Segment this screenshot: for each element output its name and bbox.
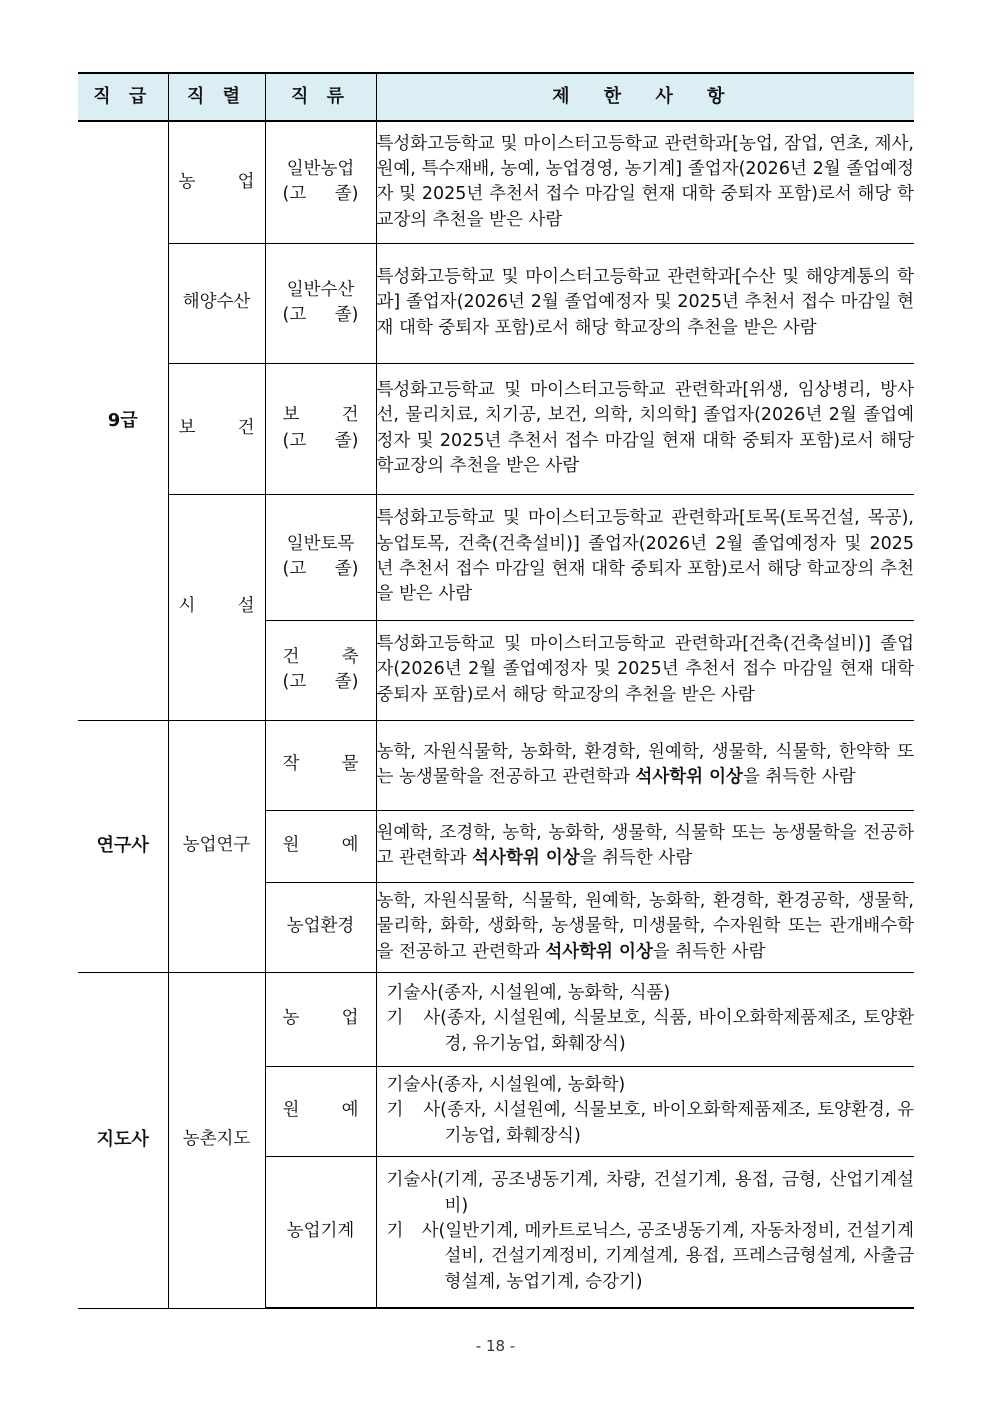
table-row xyxy=(78,363,914,494)
kind-cell: 원 예 xyxy=(265,1066,376,1156)
kind-cell: 작 물 xyxy=(265,720,376,810)
series-cell: 농촌지도 xyxy=(168,972,265,1308)
limit-cell: 농학, 자원식물학, 농화학, 환경학, 원예학, 생물학, 식물학, 한약학 또는 농생물학을 전공하고 관련학과 석사학위 이상을 취득한 사람 xyxy=(376,720,914,810)
series-cell: 농 업 xyxy=(168,121,265,243)
header-grade: 직 급 xyxy=(78,73,168,121)
table-row xyxy=(78,243,914,363)
page-number: - 18 - xyxy=(475,1337,516,1355)
limit-cell: 특성화고등학교 및 마이스터고등학교 관련학과[수산 및 해양계통의 학과] 졸업자(2026년 2월 졸업예정자 및 2025년 추천서 접수 마감일 현재 대학 중퇴자 포함)로서 해당 학교장의 추천을 받은 사람 xyxy=(376,243,914,363)
grade-researcher: 연구사 xyxy=(78,720,168,972)
limit-cell: 특성화고등학교 및 마이스터고등학교 관련학과[위생, 임상병리, 방사선, 물리치료, 치기공, 보건, 의학, 치의학] 졸업자(2026년 2월 졸업예정자 및 2025년 추천서 접수 마감일 현재 대학 중퇴자 포함)로서 해당 학교장의 추천을 받은 사람 xyxy=(376,363,914,494)
kind-cell: 일반토목 (고 졸) xyxy=(265,494,376,620)
header-kind: 직 류 xyxy=(265,73,376,121)
kind-cell: 일반수산 (고 졸) xyxy=(265,243,376,363)
series-cell: 농업연구 xyxy=(168,720,265,972)
kind-cell: 건 축 (고 졸) xyxy=(265,620,376,720)
table-row xyxy=(78,121,914,243)
limit-cell: 기술사(종자, 시설원예, 농화학) 기 사(종자, 시설원예, 식물보호, 바이오화학제품제조, 토양환경, 유기농업, 화훼장식) xyxy=(376,1066,914,1156)
header-row xyxy=(78,73,914,121)
header-limit: 제 한 사 항 xyxy=(376,73,914,121)
grade-9: 9급 xyxy=(78,121,168,720)
limit-cell: 원예학, 조경학, 농학, 농화학, 생물학, 식물학 또는 농생물학을 전공하고 관련학과 석사학위 이상을 취득한 사람 xyxy=(376,810,914,882)
kind-cell: 농업기계 xyxy=(265,1156,376,1308)
kind-cell: 보 건 (고 졸) xyxy=(265,363,376,494)
limit-cell: 기술사(종자, 시설원예, 농화학, 식품) 기 사(종자, 시설원예, 식물보호, 식품, 바이오화학제품제조, 토양환경, 유기농업, 화훼장식) xyxy=(376,972,914,1066)
limit-cell: 특성화고등학교 및 마이스터고등학교 관련학과[건축(건축설비)] 졸업자(2026년 2월 졸업예정자 및 2025년 추천서 접수 마감일 현재 대학 중퇴자 포함)로서 해당 학교장의 추천을 받은 사람 xyxy=(376,620,914,720)
series-cell: 시 설 xyxy=(168,494,265,720)
table-row xyxy=(78,494,914,620)
limit-cell: 특성화고등학교 및 마이스터고등학교 관련학과[농업, 잠업, 연초, 제사, 원예, 특수재배, 농예, 농업경영, 농기계] 졸업자(2026년 2월 졸업예정자 및 2025년 추천서 접수 마감일 현재 대학 중퇴자 포함)로서 해당 학교장의 추천을 받은 사람 xyxy=(376,121,914,243)
limit-cell: 농학, 자원식물학, 식물학, 원예학, 농화학, 환경학, 환경공학, 생물학, 물리학, 화학, 생화학, 농생물학, 미생물학, 수자원학 또는 관개배수학을 전공하고 관련학과 석사학위 이상을 취득한 사람 xyxy=(376,882,914,972)
kind-cell: 일반농업 (고 졸) xyxy=(265,121,376,243)
header-series: 직 렬 xyxy=(168,73,265,121)
table-row xyxy=(78,720,914,810)
grade-guide: 지도사 xyxy=(78,972,168,1308)
kind-cell: 농 업 xyxy=(265,972,376,1066)
series-cell: 보 건 xyxy=(168,363,265,494)
kind-cell: 원 예 xyxy=(265,810,376,882)
table-row xyxy=(78,972,914,1066)
kind-cell: 농업환경 xyxy=(265,882,376,972)
qualification-table xyxy=(78,72,914,1309)
series-cell: 해양수산 xyxy=(168,243,265,363)
limit-cell: 특성화고등학교 및 마이스터고등학교 관련학과[토목(토목건설, 목공), 농업토목, 건축(건축설비)] 졸업자(2026년 2월 졸업예정자 및 2025년 추천서 접수 마감일 현재 대학 중퇴자 포함)로서 해당 학교장의 추천을 받은 사람 xyxy=(376,494,914,620)
limit-cell: 기술사(기계, 공조냉동기계, 차량, 건설기계, 용접, 금형, 산업기계설비) 기 사(일반기계, 메카트로닉스, 공조냉동기계, 자동차정비, 건설기계설비, 건설기계정비, 기계설계, 용접, 프레스금형설계, 사출금형설계, 농업기계, 승강기) xyxy=(376,1156,914,1308)
